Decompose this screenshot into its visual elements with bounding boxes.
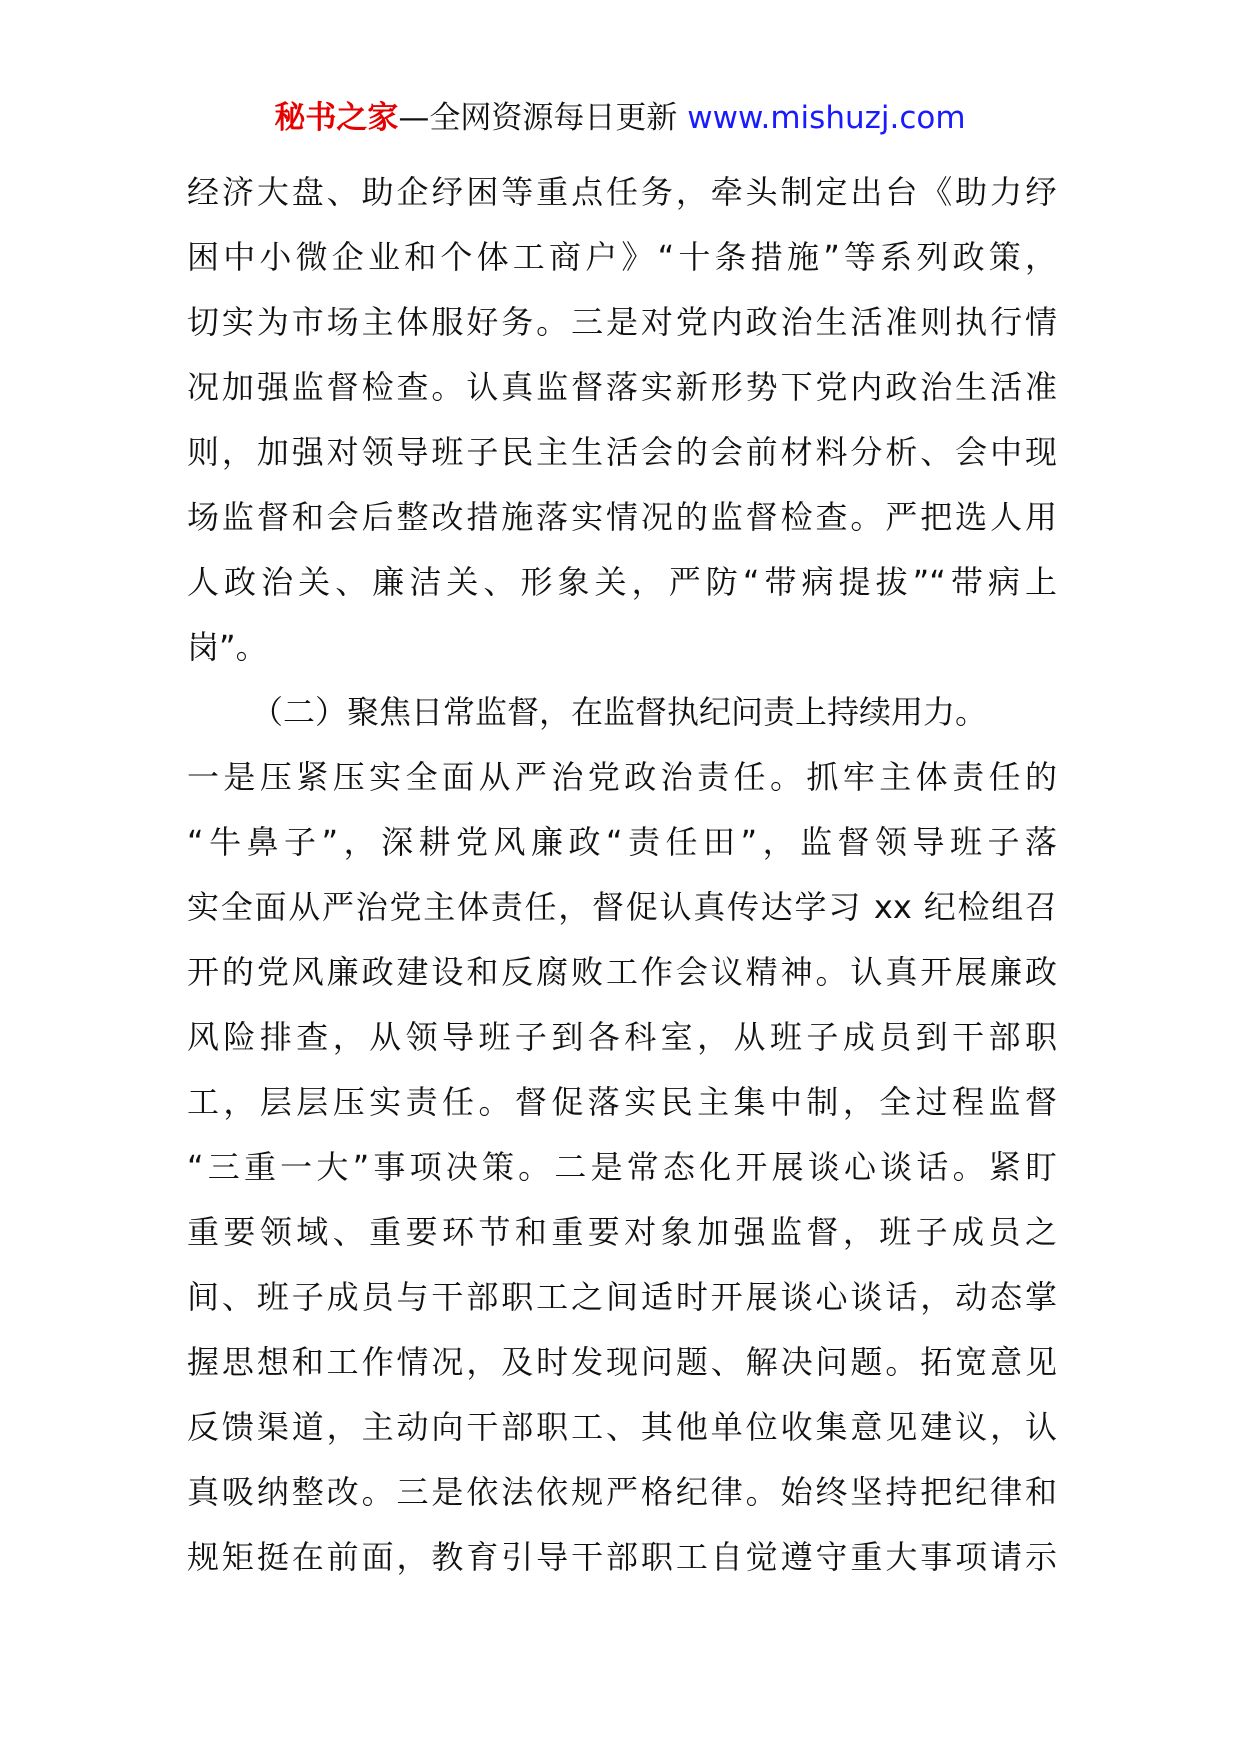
text-line: 则，加强对领导班子民主生活会的会前材料分析、会中现	[187, 433, 1057, 471]
text-line: 重要领域、重要环节和重要对象加强监督，班子成员之	[187, 1213, 1057, 1251]
document-body	[187, 160, 1057, 1590]
header-site-link[interactable]: www.mishuzj.com	[687, 100, 966, 136]
text-line: 岗”。	[187, 628, 268, 666]
text-line: 经济大盘、助企纾困等重点任务，牵头制定出台《助力纾	[187, 173, 1057, 211]
page-header	[0, 98, 1240, 138]
text-line: 实全面从严治党主体责任，督促认真传达学习 xx 纪检组召	[187, 888, 1057, 926]
section-heading: （二）聚焦日常监督，在监督执纪问责上持续用力。	[251, 693, 988, 731]
text-line: 困中小微企业和个体工商户》“十条措施”等系列政策，	[187, 238, 1057, 276]
text-line: 况加强监督检查。认真监督落实新形势下党内政治生活准	[187, 368, 1057, 406]
text-line: 真吸纳整改。三是依法依规严格纪律。始终坚持把纪律和	[187, 1473, 1057, 1511]
text-line: 规矩挺在前面，教育引导干部职工自觉遵守重大事项请示	[187, 1538, 1057, 1576]
text-line: 一是压紧压实全面从严治党政治责任。抓牢主体责任的	[187, 758, 1057, 796]
text-line: 开的党风廉政建设和反腐败工作会议精神。认真开展廉政	[187, 953, 1057, 991]
text-line: 握思想和工作情况，及时发现问题、解决问题。拓宽意见	[187, 1343, 1057, 1381]
text-line: 场监督和会后整改措施落实情况的监督检查。严把选人用	[187, 498, 1057, 536]
text-line: “牛鼻子”，深耕党风廉政“责任田”，监督领导班子落	[187, 823, 1057, 861]
header-slogan: —全网资源每日更新	[398, 100, 688, 136]
text-line: 人政治关、廉洁关、形象关，严防“带病提拔”“带病上	[187, 563, 1057, 601]
header-brand: 秘书之家	[274, 100, 399, 136]
text-line: 风险排查，从领导班子到各科室，从班子成员到干部职	[187, 1018, 1057, 1056]
text-line: 工，层层压实责任。督促落实民主集中制，全过程监督	[187, 1083, 1057, 1121]
text-line: 切实为市场主体服好务。三是对党内政治生活准则执行情	[187, 303, 1057, 341]
text-line: “三重一大”事项决策。二是常态化开展谈心谈话。紧盯	[187, 1148, 1057, 1186]
text-line: 反馈渠道，主动向干部职工、其他单位收集意见建议，认	[187, 1408, 1057, 1446]
text-line: 间、班子成员与干部职工之间适时开展谈心谈话，动态掌	[187, 1278, 1057, 1316]
